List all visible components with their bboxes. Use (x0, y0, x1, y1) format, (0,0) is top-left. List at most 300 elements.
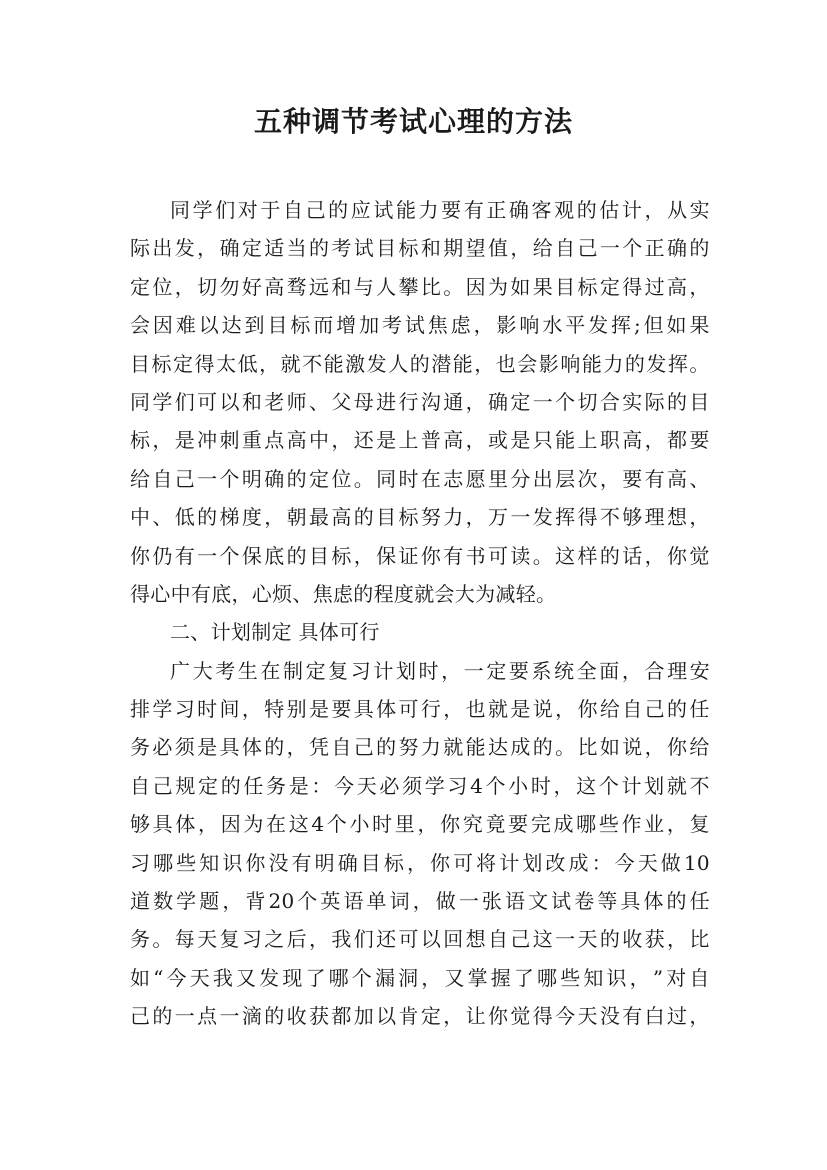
text-glyph: ， (259, 351, 280, 376)
text-glyph: 的 (532, 735, 554, 760)
text-glyph: 肯 (398, 1004, 419, 1029)
text-glyph: 都 (667, 428, 688, 453)
text-glyph: 进 (376, 389, 397, 414)
text-glyph: 得 (194, 351, 215, 376)
text-line (130, 882, 710, 920)
text-glyph: 一 (463, 658, 485, 683)
text-glyph: 。 (689, 351, 710, 376)
text-line (130, 229, 710, 267)
text-glyph: 职 (599, 428, 621, 453)
text-glyph: 考 (331, 236, 352, 261)
text-glyph: 高 (264, 274, 285, 299)
text-glyph: ， (644, 735, 665, 760)
text-glyph: 大 (192, 658, 213, 683)
text-glyph: 具 (152, 812, 173, 837)
text-glyph: 具 (353, 697, 375, 722)
text-glyph: 们 (353, 927, 375, 952)
text-glyph: 不 (599, 505, 621, 530)
text-glyph: 层 (555, 466, 576, 491)
text-glyph: 复 (328, 658, 349, 683)
text-glyph: 你 (488, 1004, 509, 1029)
text-glyph: ： (311, 773, 332, 798)
text-glyph: ， (667, 927, 688, 952)
text-glyph: 、 (152, 505, 173, 530)
text-glyph: ， (473, 313, 494, 338)
text-glyph: 天 (356, 773, 378, 798)
text-glyph: 习 (130, 850, 151, 875)
text-glyph: 高 (331, 505, 352, 530)
text-glyph: 有 (622, 1004, 643, 1029)
text-glyph: 学 (152, 697, 173, 722)
text-glyph: 同 (376, 466, 397, 491)
text-glyph: 回 (443, 927, 464, 952)
text-glyph: 词 (389, 889, 410, 914)
text-glyph: ， (689, 505, 710, 530)
text-glyph: ， (412, 889, 433, 914)
text-glyph: 保 (376, 543, 397, 568)
text-glyph: 文 (528, 889, 549, 914)
text-glyph: 语 (343, 889, 364, 914)
text-glyph: 比 (420, 274, 442, 299)
text-glyph: 目 (376, 505, 397, 530)
text-glyph: 的 (689, 236, 710, 261)
text-glyph: 潜 (431, 351, 452, 376)
text-glyph: 不 (689, 773, 710, 798)
text-glyph: 达 (488, 735, 509, 760)
text-glyph: 你 (440, 812, 461, 837)
text-glyph: 成 (568, 850, 589, 875)
text-glyph: 力 (418, 198, 439, 222)
text-glyph: 高 (667, 466, 688, 491)
text-glyph: 识 (222, 850, 243, 875)
text-glyph: 能 (452, 351, 474, 376)
text-glyph: 要 (441, 198, 462, 222)
text-glyph: 己 (305, 198, 326, 222)
text-glyph: 以 (376, 1004, 397, 1029)
text-glyph: 为 (488, 274, 509, 299)
text-glyph: 够 (622, 505, 643, 530)
text-glyph: 洞 (398, 965, 419, 990)
text-glyph: 时 (398, 466, 419, 491)
text-glyph: 中 (309, 428, 330, 453)
text-glyph: 在 (266, 812, 287, 837)
text-glyph: 、 (689, 466, 710, 491)
text-glyph: 要 (331, 697, 352, 722)
text-glyph: 后 (286, 927, 307, 952)
text-glyph: 数 (153, 889, 174, 914)
text-glyph: ， (406, 850, 428, 875)
text-glyph: 想 (465, 927, 486, 952)
text-line (130, 652, 710, 690)
text-glyph: 自 (331, 735, 352, 760)
text-line (130, 191, 710, 229)
text-glyph: 了 (305, 965, 326, 990)
text-glyph: 以 (219, 389, 240, 414)
text-glyph: 为 (243, 812, 264, 837)
text-glyph: 安 (689, 658, 710, 683)
text-glyph: 说 (532, 697, 554, 722)
text-glyph: 己 (174, 466, 196, 491)
text-glyph: 位 (152, 274, 173, 299)
text-glyph: 如 (599, 735, 621, 760)
text-glyph: 影 (496, 313, 517, 338)
text-glyph: 确 (488, 389, 509, 414)
text-glyph: ， (309, 927, 330, 952)
text-glyph: 的 (264, 1004, 285, 1029)
text-glyph: 标 (130, 428, 151, 453)
text-glyph: 己 (130, 1004, 151, 1029)
text-glyph: 的 (409, 351, 431, 376)
text-glyph: 正 (644, 236, 665, 261)
text-glyph: 自 (488, 927, 509, 952)
text-glyph: 发 (174, 236, 196, 261)
text-glyph: 之 (264, 927, 285, 952)
text-glyph: 定 (198, 773, 219, 798)
text-glyph: 因 (152, 313, 174, 338)
text-glyph: 觉 (689, 543, 710, 568)
text-glyph: 划 (522, 850, 543, 875)
text-glyph: 语 (505, 889, 526, 914)
text-glyph: 平 (565, 313, 586, 338)
text-glyph: 努 (398, 735, 419, 760)
text-glyph: 体 (241, 735, 263, 760)
text-line (130, 997, 710, 1035)
text-glyph: 底 (264, 543, 285, 568)
text-glyph: 能 (323, 351, 344, 376)
text-glyph: 挥 (667, 351, 689, 376)
text-glyph: 这 (576, 773, 597, 798)
text-glyph: 达 (221, 313, 242, 338)
text-glyph: ， (241, 697, 263, 722)
text-glyph: 不 (302, 351, 323, 376)
text-glyph: 英 (320, 889, 341, 914)
text-glyph: 目 (555, 274, 576, 299)
text-glyph: 作 (621, 812, 642, 837)
text-glyph: 与 (353, 274, 375, 299)
text-glyph: 因 (465, 274, 486, 299)
text-glyph: 师 (286, 389, 307, 414)
text-glyph: 须 (174, 735, 196, 760)
text-glyph: 你 (420, 543, 442, 568)
text-glyph: 标 (398, 505, 419, 530)
text-glyph: 滴 (241, 1004, 263, 1029)
text-glyph: 话 (622, 543, 643, 568)
text-glyph: 自 (282, 198, 304, 222)
text-glyph: 一 (174, 1004, 196, 1029)
text-glyph: 骛 (286, 274, 307, 299)
text-glyph: 我 (331, 927, 352, 952)
text-glyph: 们 (215, 198, 236, 222)
text-glyph: 实 (622, 389, 643, 414)
text-glyph: 里 (394, 812, 416, 837)
text-glyph: 面 (599, 658, 620, 683)
text-glyph: 的 (599, 543, 621, 568)
text-glyph: 际 (130, 236, 151, 261)
text-glyph: 值 (488, 236, 509, 261)
text-glyph: 高 (443, 428, 464, 453)
text-glyph: 今 (334, 773, 355, 798)
text-glyph: 做 (435, 889, 457, 914)
text-glyph: 合 (644, 658, 665, 683)
text-glyph: 你 (667, 735, 688, 760)
text-glyph: 划 (644, 773, 665, 798)
text-glyph: 就 (666, 773, 688, 798)
text-glyph: 你 (430, 850, 451, 875)
text-glyph: ， (353, 543, 375, 568)
text-glyph: 掌 (467, 965, 488, 990)
text-glyph: 觉 (510, 1004, 531, 1029)
text-glyph: 人 (388, 351, 409, 376)
text-glyph: 有 (291, 850, 312, 875)
text-glyph: 太 (216, 351, 237, 376)
text-glyph: 能 (555, 428, 576, 453)
text-glyph: 点 (197, 1004, 218, 1029)
text-glyph: ， (555, 697, 576, 722)
text-glyph: 估 (599, 198, 620, 222)
text-glyph: 考 (215, 658, 236, 683)
text-glyph: 应 (350, 198, 372, 222)
text-glyph: 自 (689, 965, 710, 990)
document-body (130, 191, 710, 1036)
text-glyph: 规 (175, 773, 196, 798)
text-glyph: ， (510, 236, 531, 261)
text-glyph: 沟 (420, 389, 442, 414)
text-glyph: 成 (510, 735, 531, 760)
text-glyph: 你 (130, 543, 151, 568)
text-glyph: 习 (350, 658, 372, 683)
text-glyph: 漏 (374, 965, 396, 990)
text-glyph: 以 (420, 927, 442, 952)
text-line (130, 920, 710, 958)
text-glyph: 发 (259, 965, 280, 990)
text-glyph: 一 (197, 466, 218, 491)
text-glyph: 是 (309, 697, 330, 722)
text-glyph: 特 (264, 697, 285, 722)
text-glyph: 己 (644, 697, 665, 722)
text-glyph: “ (153, 965, 164, 990)
text-line (130, 767, 710, 805)
text-glyph: 张 (481, 889, 503, 914)
text-glyph: 梯 (219, 505, 240, 530)
text-glyph: 又 (236, 965, 257, 990)
text-glyph: 过 (644, 274, 665, 299)
text-glyph: 同 (130, 389, 151, 414)
text-glyph: 定 (130, 274, 151, 299)
text-glyph: 。 (353, 466, 375, 491)
text-glyph: 比 (689, 927, 710, 952)
text-glyph: 的 (152, 1004, 173, 1029)
text-line (130, 268, 710, 306)
text-glyph: 可 (398, 927, 419, 952)
text-glyph: 发 (646, 351, 667, 376)
text-glyph: 加 (353, 1004, 375, 1029)
text-glyph: 没 (268, 850, 289, 875)
text-glyph: 目 (689, 389, 710, 414)
text-glyph: ， (474, 351, 495, 376)
text-glyph: ， (264, 505, 285, 530)
text-glyph: 有 (174, 543, 196, 568)
text-glyph: 个 (219, 466, 240, 491)
text-glyph: 试 (404, 313, 426, 338)
text-glyph: 定 (305, 658, 326, 683)
text-glyph: 得 (532, 1004, 554, 1029)
text-glyph: 是 (510, 697, 531, 722)
text-glyph: 影 (538, 351, 560, 376)
text-glyph: 你 (577, 697, 598, 722)
text-glyph: 目 (130, 351, 151, 376)
text-glyph: 难 (175, 313, 197, 338)
text-glyph: 发 (366, 351, 387, 376)
text-glyph: 低 (237, 351, 258, 376)
text-glyph: 目 (267, 313, 288, 338)
text-glyph: 知 (583, 965, 604, 990)
text-glyph: 人 (376, 274, 397, 299)
text-glyph: 计 (621, 773, 642, 798)
text-line (130, 460, 710, 498)
text-glyph: 低 (174, 505, 196, 530)
text-glyph: ” (652, 965, 664, 990)
text-glyph: 没 (599, 1004, 621, 1029)
text-line (130, 844, 710, 882)
text-glyph: 和 (420, 236, 442, 261)
text-glyph: 。 (555, 735, 576, 760)
text-glyph: 当 (286, 236, 307, 261)
text-glyph: 行 (398, 389, 419, 414)
text-glyph: 也 (495, 351, 517, 376)
text-glyph: 哪 (576, 812, 597, 837)
text-glyph: 道 (130, 889, 151, 914)
text-glyph: 这 (532, 927, 554, 952)
text-glyph: 行 (420, 697, 442, 722)
text-glyph: 试 (353, 236, 375, 261)
text-glyph: 时 (530, 773, 552, 798)
text-glyph: 好 (241, 274, 263, 299)
text-glyph: 也 (465, 697, 486, 722)
text-glyph: 出 (532, 466, 554, 491)
text-glyph: 获 (644, 927, 665, 952)
text-glyph: 中 (130, 505, 151, 530)
text-glyph: 广 (170, 658, 191, 683)
text-glyph: 能 (395, 198, 417, 222)
text-glyph: 必 (152, 735, 173, 760)
text-glyph: 标 (151, 351, 172, 376)
text-glyph: 因 (220, 812, 241, 837)
text-glyph: 学 (192, 198, 213, 222)
text-glyph: 给 (599, 697, 621, 722)
text-glyph: 间 (219, 697, 240, 722)
text-glyph: 个 (598, 773, 620, 798)
text-glyph: ， (465, 389, 486, 414)
text-glyph: ， (644, 543, 665, 568)
text-glyph: 4 (470, 773, 484, 798)
text-glyph: 增 (336, 313, 357, 338)
text-glyph: 对 (666, 965, 687, 990)
text-glyph: 哪 (328, 965, 349, 990)
text-glyph: 时 (197, 697, 218, 722)
text-glyph: 以 (198, 313, 220, 338)
text-glyph: 计 (621, 198, 643, 222)
text-glyph: 高 (622, 428, 643, 453)
text-line (130, 383, 710, 421)
text-glyph: 过 (667, 1004, 688, 1029)
text-glyph: ， (174, 274, 196, 299)
text-glyph: 可 (398, 697, 419, 722)
text-glyph: 的 (666, 889, 687, 914)
text-glyph: 客 (531, 198, 552, 222)
text-glyph: 小 (349, 812, 370, 837)
text-glyph: 体 (376, 697, 397, 722)
text-glyph: 一 (458, 889, 480, 914)
text-glyph: 书 (465, 543, 486, 568)
text-glyph: 从 (667, 198, 688, 222)
text-glyph: 如 (130, 965, 151, 990)
text-glyph: 定 (486, 658, 507, 683)
text-glyph: ， (286, 735, 307, 760)
text-glyph: ， (441, 658, 462, 683)
text-glyph: 复 (219, 927, 240, 952)
text-glyph: 学 (176, 889, 197, 914)
text-glyph: 今 (614, 850, 635, 875)
text-glyph: 的 (576, 198, 597, 222)
text-glyph: 些 (598, 812, 620, 837)
text-glyph: 生 (237, 658, 259, 683)
text-glyph: 自 (130, 773, 151, 798)
text-glyph: 够 (130, 812, 151, 837)
text-glyph: 际 (644, 389, 665, 414)
text-glyph: 的 (599, 927, 621, 952)
text-glyph: 任 (689, 889, 710, 914)
text-glyph: 要 (508, 812, 529, 837)
text-glyph: 志 (443, 466, 464, 491)
text-glyph: 己 (353, 735, 375, 760)
text-glyph: 于 (260, 198, 281, 222)
text-glyph: ， (689, 274, 710, 299)
text-glyph: 们 (174, 389, 196, 414)
text-glyph: 。 (532, 543, 554, 568)
text-glyph: 就 (488, 697, 509, 722)
text-glyph: 学 (152, 389, 173, 414)
text-glyph: 挥 (611, 313, 632, 338)
text-glyph: 切 (577, 389, 598, 414)
text-glyph: 确 (264, 466, 285, 491)
text-glyph: 排 (130, 697, 151, 722)
text-glyph: 会 (130, 313, 151, 338)
text-glyph: 习 (241, 927, 263, 952)
text-glyph: 想 (667, 505, 688, 530)
text-glyph: 握 (490, 965, 512, 990)
text-glyph: 愿 (465, 466, 486, 491)
text-glyph: 确 (667, 236, 688, 261)
text-glyph: 背 (245, 889, 266, 914)
text-glyph: 力 (420, 735, 442, 760)
text-glyph: 对 (237, 198, 259, 222)
text-glyph: 望 (465, 236, 486, 261)
text-glyph: 发 (532, 505, 554, 530)
text-glyph: 自 (555, 236, 576, 261)
text-glyph: 。 (152, 927, 173, 952)
text-glyph: 有 (443, 543, 464, 568)
text-line: 二、计划制定 具体可行 (170, 620, 380, 645)
text-glyph: ， (599, 466, 621, 491)
text-glyph: 激 (345, 351, 366, 376)
text-glyph: 出 (152, 236, 173, 261)
text-glyph: 20 (268, 889, 295, 914)
text-glyph: 必 (379, 773, 400, 798)
text-line (130, 421, 710, 459)
text-glyph: 时 (372, 812, 393, 837)
text-glyph: 比 (577, 735, 598, 760)
text-glyph: 上 (398, 428, 419, 453)
